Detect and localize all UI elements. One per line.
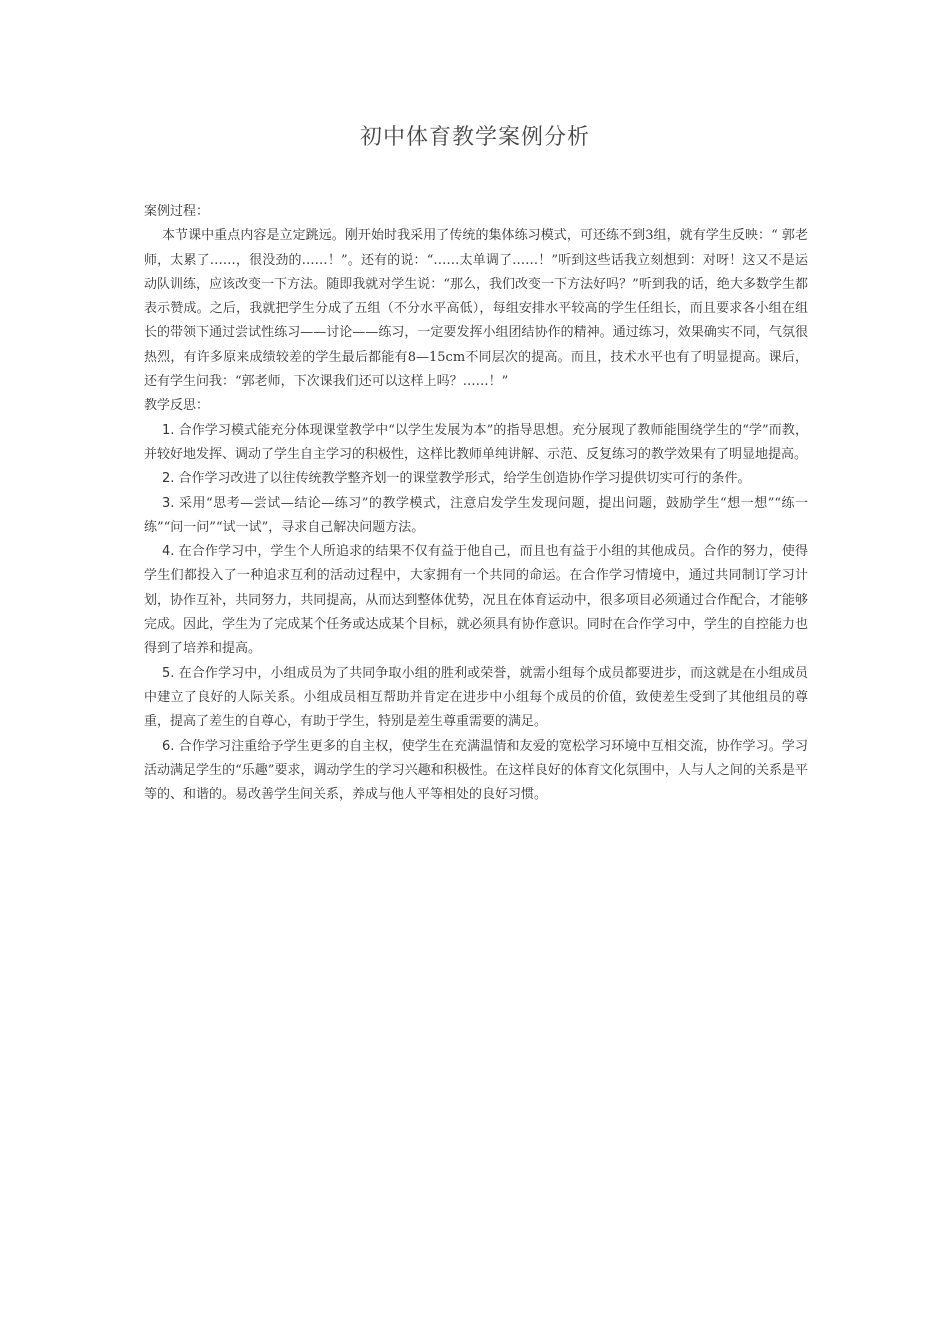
reflection-number: 6 [162, 738, 171, 754]
reflection-number: 5 [162, 665, 171, 681]
reflection-text: . 合作学习模式能充分体现课堂教学中“以学生发展为本”的指导思想。充分展现了教师能围绕学生的“学”而教，并较好地发挥、调动了学生自主学习的积极性，这样比教师单纯讲解、示范、反复练习的教学效果有了明显地提高。 [144, 422, 808, 462]
case-process-heading: 案例过程： [144, 204, 210, 219]
reflection-number: 3 [162, 495, 171, 511]
teaching-reflection-heading: 教学反思： [144, 398, 210, 414]
document-title: 初中体育教学案例分析 [359, 125, 590, 150]
reflection-item-6 [144, 735, 808, 808]
case-process-paragraph: 本节课中重点内容是立定跳远。刚开始时我采用了传统的集体练习模式，可还练不到3组，就有学生反映：“ 郭老师，太累了……，很没劲的……！”。还有的说：“……太单调了……！”听到这些话我立刻想到：对呀！这又不是运动队训练，应该改变一下方法。随即我就对学生说：“那么，我们改变一下方法好吗？”听到我的话，绝大多数学生都表示赞成。之后，我就把学生分成了五组（不分水平高低），每组安排水平较高的学生任组长，而且要求各小组在组长的带领下通过尝试性练习——讨论——练习，一定要发挥小组团结协作的精神。通过练习，效果确实不同，气氛很热烈，有许多原来成绩较差的学生最后都能有8—15cm不同层次的提高。而且，技术水平也有了明显提高。课后，还有学生问我：“郭老师，下次课我们还可以这样上吗？……！” [144, 228, 808, 390]
reflection-item-4 [144, 540, 808, 661]
reflection-number: 1 [162, 422, 171, 438]
document-body [144, 200, 808, 807]
reflection-number: 2 [162, 471, 171, 487]
reflection-item-5 [144, 662, 808, 735]
reflection-item-2 [144, 467, 808, 491]
reflection-text: . 采用“思考—尝试—结论—练习”的教学模式，注意启发学生发现问题，提出问题，鼓励学生“想一想”“练一练”“问一问”“试一试”，寻求自己解决问题方法。 [144, 495, 808, 535]
reflection-item-1 [144, 419, 808, 468]
reflection-number: 4 [162, 544, 171, 560]
reflection-text: . 合作学习注重给予学生更多的自主权，使学生在充满温情和友爱的宽松学习环境中互相交流，协作学习。学习活动满足学生的“乐趣”要求，调动学生的学习兴趣和积极性。在这样良好的体育文化氛围中，人与人之间的关系是平等的、和谐的。易改善学生间关系，养成与他人平等相处的良好习惯。 [144, 738, 808, 803]
reflection-text: . 在合作学习中，小组成员为了共同争取小组的胜利或荣誉，就需小组每个成员都要进步，而这就是在小组成员中建立了良好的人际关系。小组成员相互帮助并肯定在进步中小组每个成员的价值，致使差生受到了其他组员的尊重，提高了差生的自尊心，有助于学生，特别是差生尊重需要的满足。 [144, 665, 808, 730]
reflection-item-3 [144, 492, 808, 541]
reflection-text: . 合作学习改进了以往传统教学整齐划一的课堂教学形式，给学生创造协作学习提供切实可行的条件。 [170, 471, 751, 487]
reflection-text: . 在合作学习中，学生个人所追求的结果不仅有益于他自己，而且也有益于小组的其他成员。合作的努力，使得学生们都投入了一种追求互利的活动过程中，大家拥有一个共同的命运。在合作学习情境中，通过共同制订学习计划，协作互补，共同努力，共同提高，从而达到整体优势，况且在体育运动中，很多项目必须通过合作配合，才能够完成。因此，学生为了完成某个任务或达成某个目标，就必须具有协作意识。同时在合作学习中，学生的自控能力也得到了培养和提高。 [144, 544, 808, 657]
